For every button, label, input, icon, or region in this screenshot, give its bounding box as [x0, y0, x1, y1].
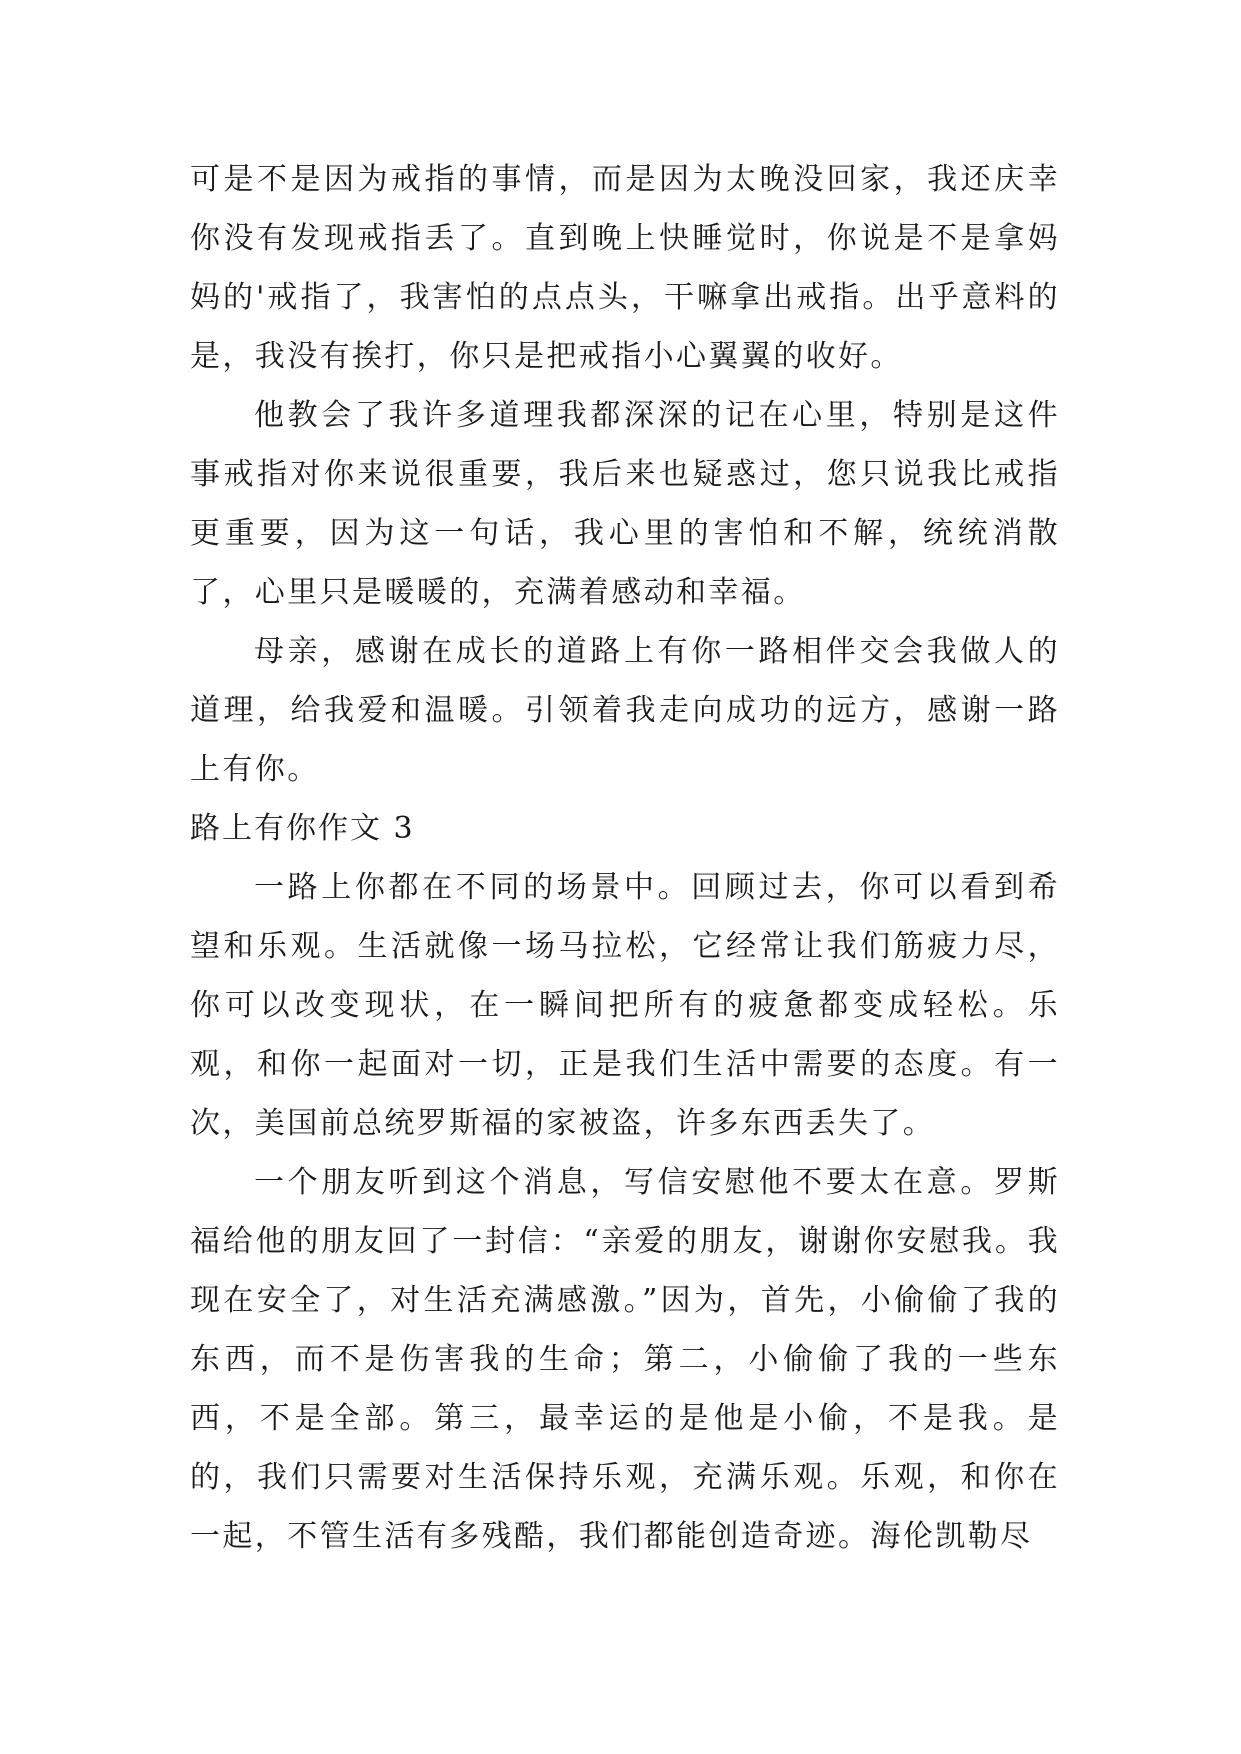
paragraph-1: 可是不是因为戒指的事情，而是因为太晚没回家，我还庆幸你没有发现戒指丢了。直到晚上快睡觉时，你说是不是拿妈妈的'戒指了，我害怕的点点头，干嘛拿出戒指。出乎意料的是，我没有挨打，你只是把戒指小心翼翼的收好。: [190, 162, 1060, 374]
paragraph-3: 母亲，感谢在成长的道路上有你一路相伴交会我做人的道理，给我爱和温暖。引领着我走向成功的远方，感谢一路上有你。: [190, 634, 1060, 787]
section-heading: 路上有你作文 3: [190, 811, 415, 846]
document-body: [190, 150, 1060, 1566]
paragraph-2: 他教会了我许多道理我都深深的记在心里，特别是这件事戒指对你来说很重要，我后来也疑惑过，您只说我比戒指更重要，因为这一句话，我心里的害怕和不解，统统消散了，心里只是暖暖的，充满着感动和幸福。: [190, 398, 1060, 610]
paragraph-5: 一个朋友听到这个消息，写信安慰他不要太在意。罗斯福给他的朋友回了一封信：“亲爱的朋友，谢谢你安慰我。我现在安全了，对生活充满感激。”因为，首先，小偷偷了我的东西，而不是伤害我的生命；第二，小偷偷了我的一些东西，不是全部。第三，最幸运的是他是小偷，不是我。是的，我们只需要对生活保持乐观，充满乐观。乐观，和你在一起，不管生活有多残酷，我们都能创造奇迹。海伦凯勒尽: [190, 1165, 1060, 1554]
paragraph-4: 一路上你都在不同的场景中。回顾过去，你可以看到希望和乐观。生活就像一场马拉松，它经常让我们筋疲力尽，你可以改变现状，在一瞬间把所有的疲惫都变成轻松。乐观，和你一起面对一切，正是我们生活中需要的态度。有一次，美国前总统罗斯福的家被盗，许多东西丢失了。: [190, 870, 1060, 1141]
